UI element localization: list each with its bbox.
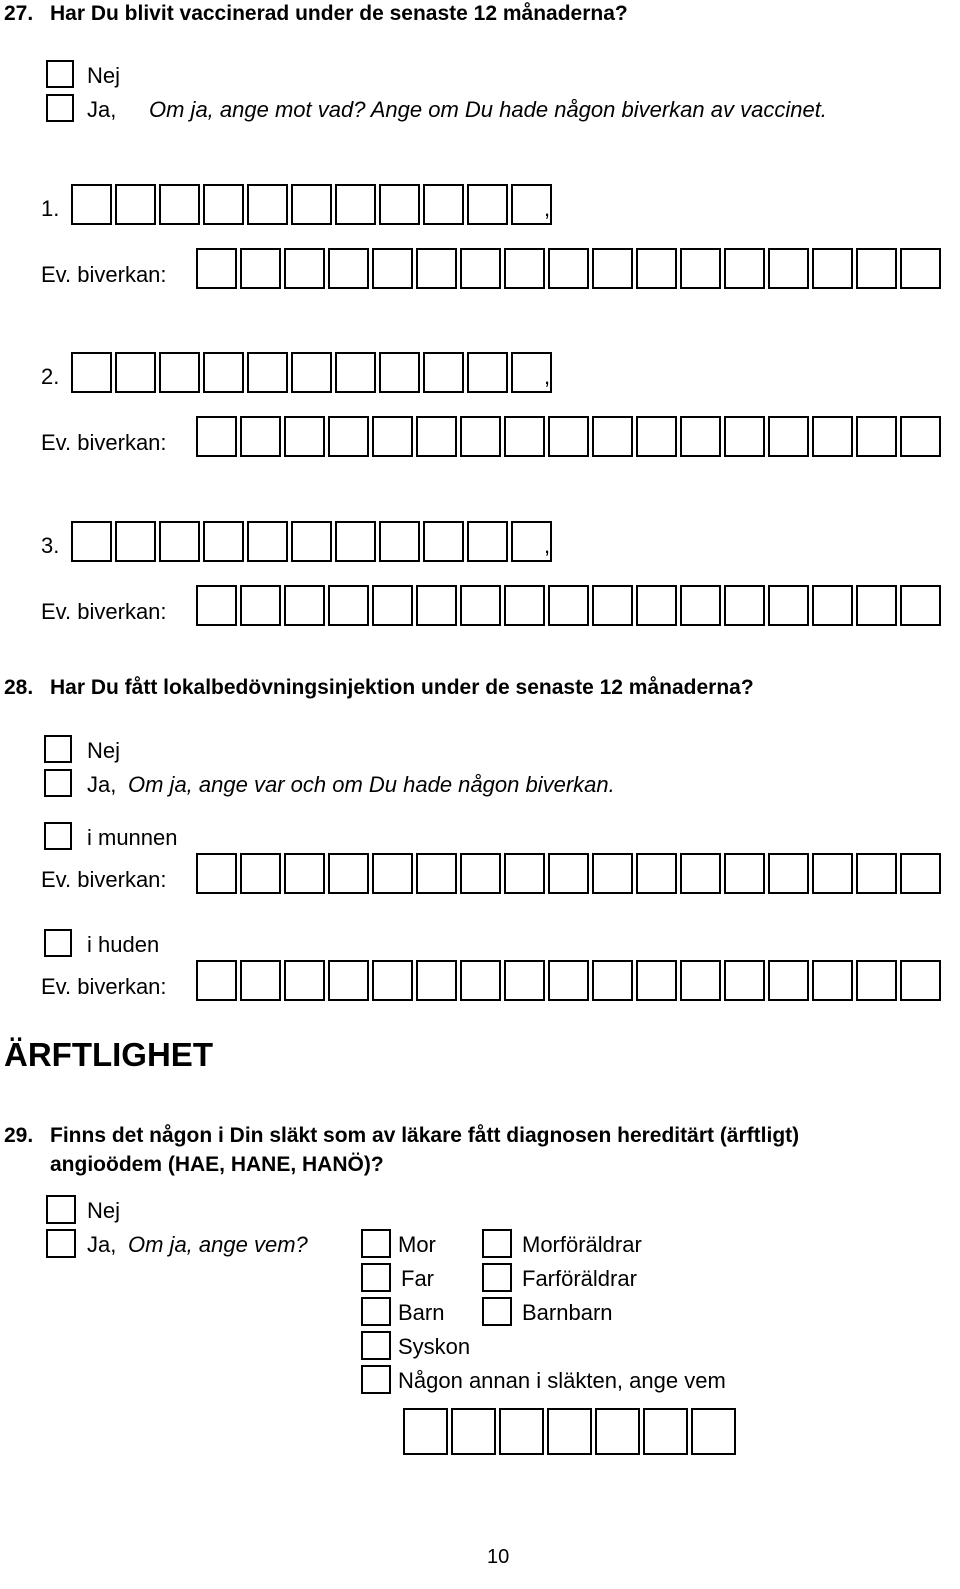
- q28-yes-checkbox[interactable]: [44, 769, 72, 797]
- q28-skin-label: i huden: [87, 932, 160, 957]
- q28-skin-side-effect-label: Ev. biverkan:: [41, 974, 167, 999]
- section-heading: ÄRFTLIGHET: [4, 1036, 213, 1073]
- q27-yes-label: Ja,: [87, 97, 117, 122]
- vaccine-3-comma: ,: [544, 533, 551, 558]
- vaccine-2-label: 2.: [41, 364, 60, 389]
- q29-question-line2: angioödem (HAE, HANE, HANÖ)?: [50, 1153, 384, 1176]
- vaccine-2-input[interactable]: [71, 352, 552, 393]
- vaccine-1-side-effect-label: Ev. biverkan:: [41, 262, 167, 287]
- vaccine-1-input[interactable]: [71, 184, 552, 225]
- q28-number: 28.: [4, 676, 34, 699]
- relative-farforaldrar-checkbox[interactable]: [482, 1263, 512, 1292]
- q29-number: 29.: [4, 1124, 34, 1147]
- vaccine-2-comma: ,: [544, 364, 551, 389]
- q28-yes-label: Ja,: [87, 772, 117, 797]
- q29-question-line1: Finns det någon i Din släkt som av läkare fått diagnosen hereditärt (ärftligt): [50, 1124, 800, 1147]
- q29-instruction: Om ja, ange vem?: [128, 1232, 308, 1257]
- relative-far-label: Far: [401, 1266, 434, 1291]
- q28-question: Har Du fått lokalbedövningsinjektion under de senaste 12 månaderna?: [50, 676, 754, 699]
- relative-mor-checkbox[interactable]: [361, 1229, 391, 1258]
- relative-farforaldrar-label: Farföräldrar: [522, 1266, 637, 1291]
- q28-no-label: Nej: [87, 738, 121, 763]
- q27-yes-checkbox[interactable]: [46, 94, 74, 122]
- q28-mouth-side-effect-input[interactable]: [196, 853, 941, 894]
- vaccine-3-label: 3.: [41, 533, 60, 558]
- vaccine-3-side-effect-input[interactable]: [196, 585, 941, 626]
- q28-instruction: Om ja, ange var och om Du hade någon biverkan.: [128, 772, 615, 797]
- q29-no-label: Nej: [87, 1198, 121, 1223]
- q27-question: Har Du blivit vaccinerad under de senaste 12 månaderna?: [50, 2, 628, 25]
- relative-morforaldrar-label: Morföräldrar: [522, 1232, 642, 1257]
- q29-yes-checkbox[interactable]: [46, 1229, 76, 1258]
- vaccine-1-side-effect-input[interactable]: [196, 248, 941, 289]
- vaccine-2-side-effect-input[interactable]: [196, 416, 941, 457]
- q28-skin-side-effect-input[interactable]: [196, 960, 941, 1001]
- vaccine-1-comma: ,: [544, 196, 551, 221]
- relative-far-checkbox[interactable]: [361, 1263, 391, 1292]
- q29-yes-label: Ja,: [87, 1232, 117, 1257]
- relative-syskon-checkbox[interactable]: [361, 1331, 391, 1360]
- vaccine-2-side-effect-label: Ev. biverkan:: [41, 430, 167, 455]
- q28-no-checkbox[interactable]: [44, 735, 72, 763]
- q27-number: 27.: [4, 2, 34, 25]
- relative-morforaldrar-checkbox[interactable]: [482, 1229, 512, 1258]
- q27-instruction: Om ja, ange mot vad? Ange om Du hade någon biverkan av vaccinet.: [149, 97, 827, 122]
- page-number: 10: [487, 1546, 510, 1568]
- vaccine-1-label: 1.: [41, 196, 60, 221]
- q27-no-checkbox[interactable]: [46, 60, 74, 88]
- q29-no-checkbox[interactable]: [46, 1195, 76, 1224]
- q28-mouth-side-effect-label: Ev. biverkan:: [41, 867, 167, 892]
- relative-barn-checkbox[interactable]: [361, 1297, 391, 1326]
- relative-other-checkbox[interactable]: [361, 1365, 391, 1394]
- relative-barnbarn-label: Barnbarn: [522, 1300, 613, 1325]
- vaccine-3-side-effect-label: Ev. biverkan:: [41, 599, 167, 624]
- relative-other-label: Någon annan i släkten, ange vem: [398, 1368, 726, 1393]
- relative-mor-label: Mor: [398, 1232, 436, 1257]
- vaccine-3-input[interactable]: [71, 521, 552, 562]
- relative-syskon-label: Syskon: [398, 1334, 471, 1359]
- relative-barnbarn-checkbox[interactable]: [482, 1297, 512, 1326]
- q28-mouth-checkbox[interactable]: [44, 822, 72, 850]
- relative-barn-label: Barn: [398, 1300, 445, 1325]
- q28-skin-checkbox[interactable]: [44, 929, 72, 957]
- q27-no-label: Nej: [87, 63, 121, 88]
- relative-other-input[interactable]: [403, 1408, 736, 1455]
- q28-mouth-label: i munnen: [87, 825, 178, 850]
